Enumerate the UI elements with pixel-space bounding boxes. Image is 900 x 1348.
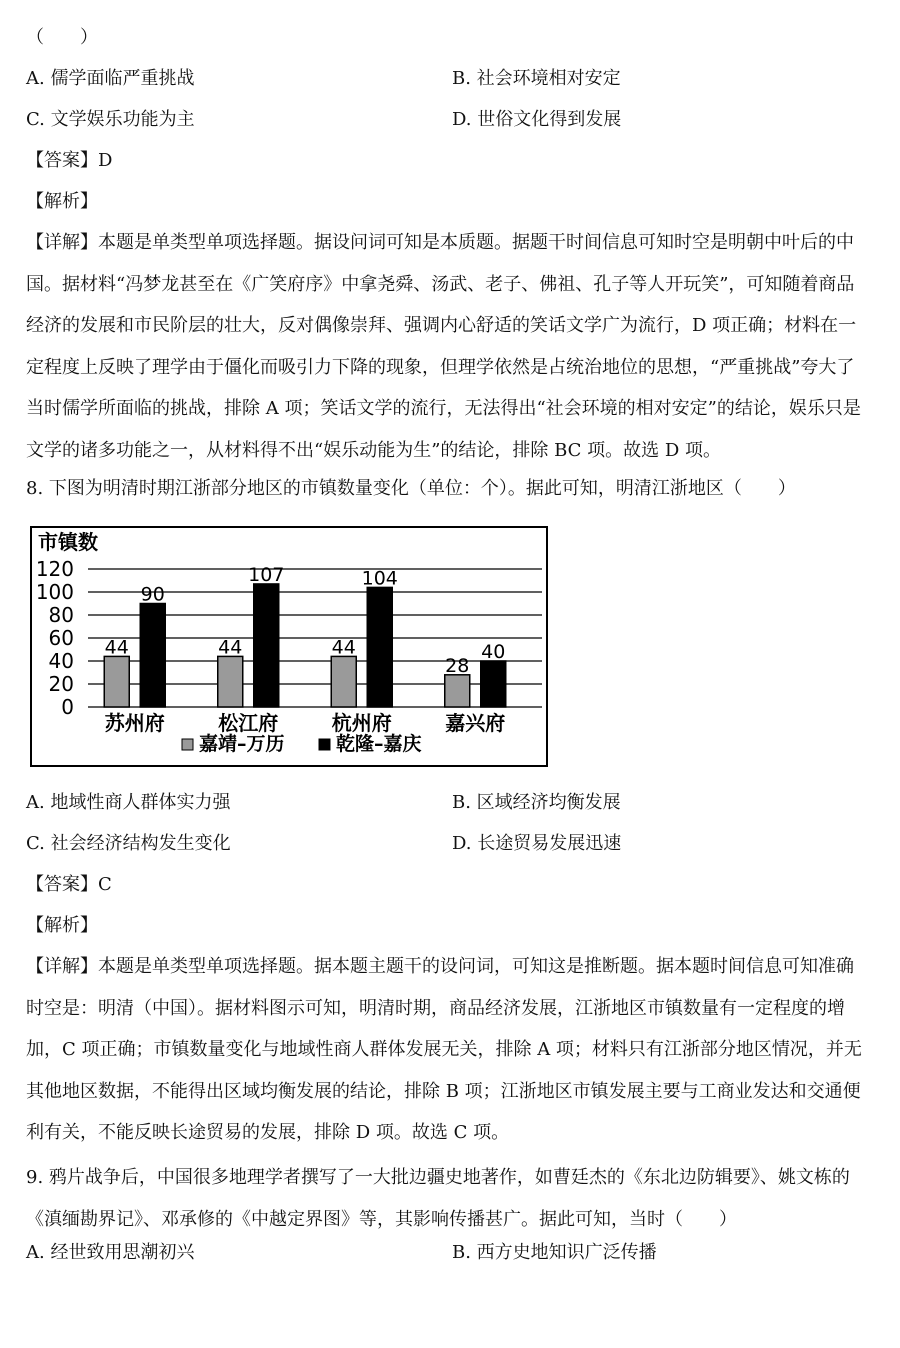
q8-detail-line: 加，C 项正确；市镇数量变化与地域性商人群体发展无关，排除 A 项；材料只有江浙部分地区情况，并无 <box>26 1039 862 1060</box>
q7-detail-line: 经济的发展和市民阶层的壮大，反对偶像崇拜、强调内心舒适的笑话文学广为流行，D 项正确；材料在一 <box>26 315 857 336</box>
q8-detail <box>26 946 874 1154</box>
bar-jiajing-wanli <box>331 656 356 707</box>
bar-value-label: 28 <box>445 654 470 677</box>
q9-stem <box>26 1157 874 1240</box>
y-tick-label: 0 <box>61 695 74 719</box>
q7-detail-line: 国。据材料“冯梦龙甚至在《广笑府序》中拿尧舜、汤武、老子、佛祖、孔子等人开玩笑”，可知随着商品 <box>26 273 855 295</box>
q9-option-b: B. 西方史地知识广泛传播 <box>452 1242 657 1263</box>
bar-value-label: 44 <box>104 636 129 659</box>
x-category-label: 嘉兴府 <box>445 711 506 735</box>
q7-detail-line: 定程度上反映了理学由于僵化而吸引力下降的现象，但理学依然是占统治地位的思想，“严重挑战”夸大了 <box>26 356 855 378</box>
q8-stem: 8. 下图为明清时期江浙部分地区的市镇数量变化（单位：个）。据此可知，明清江浙地区（ ） <box>26 478 796 499</box>
y-tick-label: 80 <box>48 603 74 627</box>
q7-detail-line: 文学的诸多功能之一，从材料得不出“娱乐动能为生”的结论，排除 BC 项。故选 D 项。 <box>26 439 722 461</box>
bar-qianlong-jiaqing <box>481 661 506 707</box>
q7-detail-line: 【详解】本题是单类型单项选择题。据设问词可知是本质题。据题干时间信息可知时空是明朝中叶后的中 <box>26 232 854 253</box>
q9-stem-line: 《滇缅勘界记》、邓承修的《中越定界图》等，其影响传播甚广。据此可知，当时（ ） <box>26 1208 737 1230</box>
q8-option-a: A. 地域性商人群体实力强 <box>26 792 231 813</box>
q8-answer: 【答案】C <box>26 874 112 895</box>
town-count-chart <box>30 526 548 767</box>
bar-value-label: 90 <box>140 583 165 606</box>
bar-value-label: 107 <box>248 563 285 586</box>
y-tick-label: 60 <box>48 626 74 650</box>
q7-detail-line: 当时儒学所面临的挑战，排除 A 项；笑话文学的流行，无法得出“社会环境的相对安定”的结论，娱乐只是 <box>26 398 861 419</box>
x-category-label: 杭州府 <box>331 711 392 735</box>
q7-paren: （ ） <box>26 27 98 48</box>
q8-detail-line: 利有关，不能反映长途贸易的发展，排除 D 项。故选 C 项。 <box>26 1122 510 1143</box>
bar-jiajing-wanli <box>104 656 129 707</box>
bar-qianlong-jiaqing <box>140 604 165 708</box>
q7-detail <box>26 222 874 471</box>
bar-value-label: 104 <box>361 567 398 590</box>
q9-option-a: A. 经世致用思潮初兴 <box>26 1242 195 1263</box>
q7-answer: 【答案】D <box>26 150 113 171</box>
q8-option-d: D. 长途贸易发展迅速 <box>452 833 622 854</box>
bar-value-label: 40 <box>481 641 506 663</box>
bar-value-label: 44 <box>218 636 243 659</box>
bar-jiajing-wanli <box>218 656 243 707</box>
legend-label: 嘉靖–万历 <box>199 733 285 755</box>
q9-stem-line: 9. 鸦片战争后，中国很多地理学者撰写了一大批边疆史地著作，如曹廷杰的《东北边防辑要》、姚文栋的 <box>26 1167 850 1188</box>
bar-qianlong-jiaqing <box>254 584 279 707</box>
bar-chart-svg <box>30 526 548 767</box>
x-category-label: 松江府 <box>218 711 279 735</box>
y-tick-label: 20 <box>48 672 74 696</box>
q7-analysis-label: 【解析】 <box>26 191 98 212</box>
legend-swatch <box>319 739 330 750</box>
q7-option-a: A. 儒学面临严重挑战 <box>26 68 195 89</box>
y-tick-label: 100 <box>35 580 74 604</box>
q8-analysis-label: 【解析】 <box>26 915 98 936</box>
q8-detail-line: 时空是：明清（中国）。据材料图示可知，明清时期，商品经济发展，江浙地区市镇数量有一定程度的增 <box>26 997 845 1019</box>
x-category-label: 苏州府 <box>104 711 165 735</box>
legend-label: 乾隆–嘉庆 <box>336 733 422 755</box>
q8-detail-line: 其他地区数据，不能得出区域均衡发展的结论，排除 B 项；江浙地区市镇发展主要与工商业发达和交通便 <box>26 1080 861 1102</box>
q7-option-b: B. 社会环境相对安定 <box>452 68 621 89</box>
q8-detail-line: 【详解】本题是单类型单项选择题。据本题主题干的设问词，可知这是推断题。据本题时间信息可知准确 <box>26 956 854 977</box>
y-tick-label: 120 <box>35 557 74 581</box>
q7-option-d: D. 世俗文化得到发展 <box>452 109 622 130</box>
q8-option-b: B. 区域经济均衡发展 <box>452 792 621 813</box>
bar-value-label: 44 <box>331 636 356 659</box>
legend-swatch <box>182 739 193 750</box>
y-tick-label: 40 <box>48 649 74 673</box>
y-axis-label: 市镇数 <box>38 530 98 554</box>
q8-option-c: C. 社会经济结构发生变化 <box>26 833 231 854</box>
q7-option-c: C. 文学娱乐功能为主 <box>26 109 195 130</box>
bar-qianlong-jiaqing <box>367 587 392 707</box>
bar-jiajing-wanli <box>445 675 470 707</box>
